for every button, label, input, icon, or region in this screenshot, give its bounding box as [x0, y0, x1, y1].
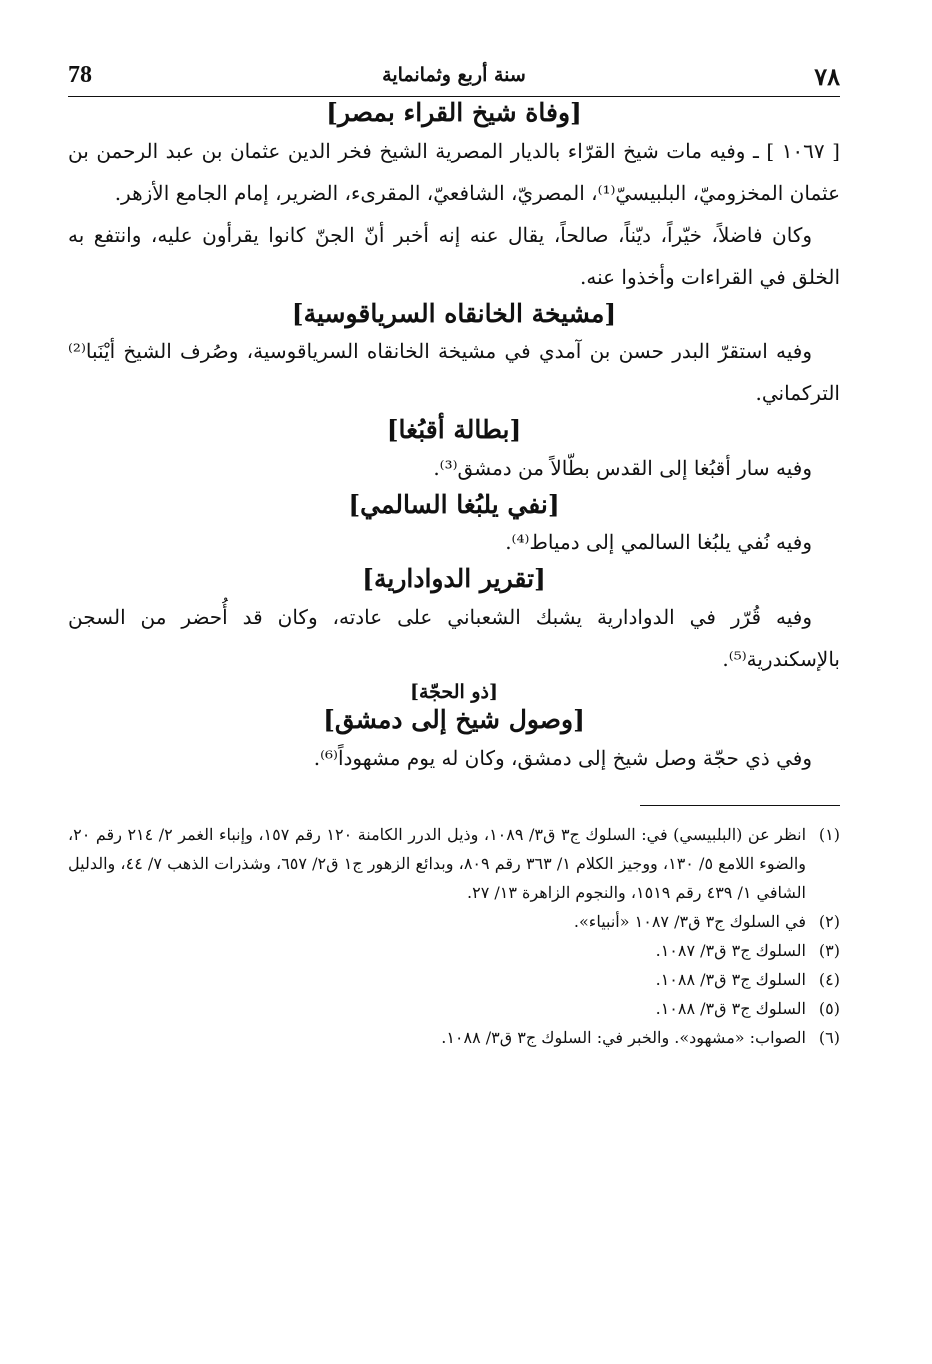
footnote-text: انظر عن (البلبيسي) في: السلوك ج٣ ق٣/ ١٠٨٩، وذيل الدرر الكامنة ١٢٠ رقم ١٥٧، وإنباء الغمر ٢/ ٢١٤ رقم ٢٠، والضوء اللامع ٥/ ١٣٠، ووجيز الكلام ١/ ٣٦٣ رقم ٨٠٩، وبدائع الزهور ج١ ق٢/ ٦٥٧، وشذرات الذهب ٧/ ٤٤، والدليل الشافي ١/ ٤٣٩ رقم ١٥١٩، والنجوم الزاهرة ١٣/ ٢٧. [68, 824, 807, 902]
footnote-text: الصواب: «مشهود». والخبر في: السلوك ج٣ ق٣/ ١٠٨٨. [441, 1027, 806, 1047]
paragraph: وكان فاضلاً، خيّراً، ديّناً، صالحاً، يقال عنه إنه أخبر أنّ الجنّ كانوا يقرأون عليه، وانتفع به الخلق في القراءات وأخذوا عنه. [68, 222, 840, 289]
running-title: سنة أربع وثمانماية [382, 64, 526, 86]
footnote-text: في السلوك ج٣ ق٣/ ١٠٨٧ «أنبياء». [573, 911, 806, 931]
footnote [68, 936, 840, 965]
paragraph: [ ١٠٦٧ ] ـ وفيه مات شيخ القرّاء بالديار المصرية الشيخ فخر الدين عثمان بن عبد الرحمن بن عثمان المخزوميّ، البلبيسيّ⁽¹⁾، المصريّ، الشافعيّ، المقرىء، الضرير، إمام الجامع الأزهر. [68, 138, 840, 205]
footnote-text: السلوك ج٣ ق٣/ ١٠٨٧. [655, 940, 806, 960]
section-heading: [نفي يلبُغا السالمي] [348, 489, 560, 519]
section-heading: [بطالة أقبُغا] [386, 415, 522, 444]
month-subheading: [ذو الحجّة] [409, 680, 498, 703]
section-heading: [مشيخة الخانقاه السرياقوسية] [291, 298, 617, 328]
footnote [68, 1023, 840, 1052]
section-heading: [وصول شيخ إلى دمشق] [323, 705, 585, 735]
footnote-number: (٤) [818, 969, 840, 989]
paragraph: وفيه سار أقبُغا إلى القدس بطّالاً من دمشق⁽³⁾. [433, 455, 812, 480]
section-heading: [وفاة شيخ القراء بمصر] [326, 98, 582, 127]
footnote-number: (٢) [818, 911, 840, 931]
footnotes [68, 820, 840, 1052]
footnote-number: (٥) [818, 998, 840, 1018]
footnote-number: (١) [818, 824, 840, 844]
book-page [68, 60, 840, 1330]
footnote-number: (٣) [818, 940, 840, 960]
paragraph: وفيه نُفي يلبُغا السالمي إلى دمياط⁽⁴⁾. [505, 530, 812, 554]
footnote [68, 994, 840, 1023]
running-header [68, 60, 840, 97]
footnote [68, 907, 840, 936]
page-number-arabic: ٧٨ [814, 62, 840, 91]
footnote-number: (٦) [818, 1027, 840, 1047]
footnote-divider [640, 805, 840, 806]
paragraph: وفي ذي حجّة وصل شيخ إلى دمشق، وكان له يوم مشهوداً⁽⁶⁾. [313, 745, 812, 770]
section-heading: [تقرير الدوادارية] [362, 564, 546, 593]
footnote [68, 965, 840, 994]
footnote [68, 820, 840, 907]
paragraph: وفيه استقرّ البدر حسن بن آمدي في مشيخة الخانقاه السرياقوسية، وصُرف الشيخ أيْنَبا⁽²⁾ التركماني. [68, 339, 840, 405]
page-number-latin: 78 [68, 62, 92, 88]
footnote-text: السلوك ج٣ ق٣/ ١٠٨٨. [655, 998, 806, 1018]
footnote-text: السلوك ج٣ ق٣/ ١٠٨٨. [655, 969, 806, 989]
paragraph: وفيه قُرّر في الدوادارية يشبك الشعباني على عادته، وكان قد أُحضر من السجن بالإسكندرية⁽⁵⁾. [68, 604, 840, 671]
